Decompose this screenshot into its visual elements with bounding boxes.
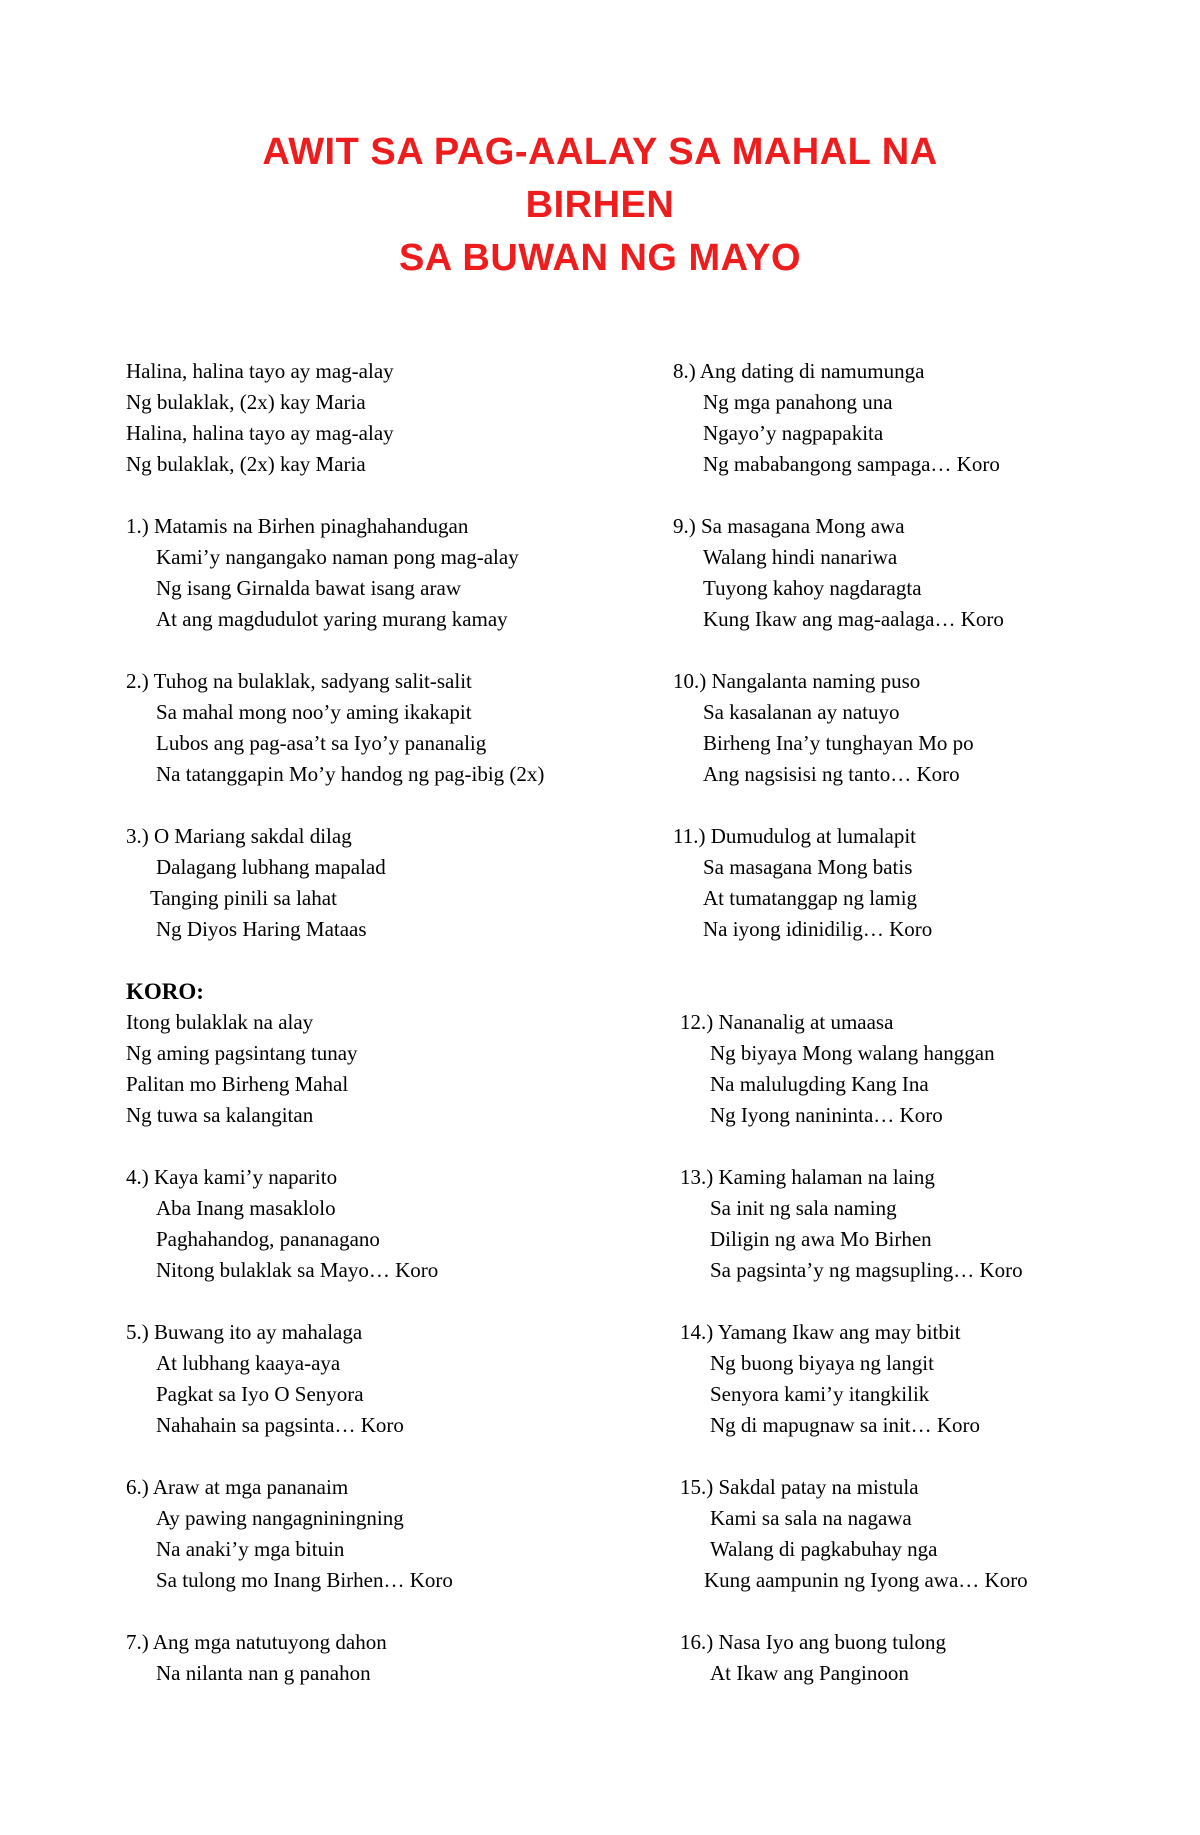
stanza-line: Lubos ang pag-asa’t sa Iyo’y pananalig <box>156 731 487 755</box>
stanza-line: Ng buong biyaya ng langit <box>710 1351 934 1375</box>
stanza-line: Nahahain sa pagsinta… Koro <box>156 1413 404 1437</box>
stanza-line: Ng tuwa sa kalangitan <box>126 1103 314 1127</box>
stanza-line: Ng Diyos Haring Mataas <box>156 917 367 941</box>
stanza-line: Kami’y nangangako naman pong mag-alay <box>156 545 519 569</box>
verse-16 <box>673 1627 1133 1689</box>
stanza-line: Senyora kami’y itangkilik <box>710 1382 930 1406</box>
stanza-line: Na iyong idinidilig… Koro <box>703 917 933 941</box>
stanza-line: Walang hindi nanariwa <box>703 545 898 569</box>
stanza-line: Ng bulaklak, (2x) kay Maria <box>126 452 366 476</box>
stanza-line: Sa masagana Mong batis <box>703 855 913 879</box>
stanza-line: Na nilanta nan g panahon <box>156 1661 371 1685</box>
stanza-line: Ng bulaklak, (2x) kay Maria <box>126 390 366 414</box>
stanza-line: Ng di mapugnaw sa init… Koro <box>710 1413 981 1437</box>
verse-first-line: 16.) Nasa Iyo ang buong tulong <box>680 1630 946 1654</box>
stanza-line: Sa kasalanan ay natuyo <box>703 700 900 724</box>
verse-first-line: 5.) Buwang ito ay mahalaga <box>126 1320 363 1344</box>
stanza-line: Ang nagsisisi ng tanto… Koro <box>703 762 960 786</box>
stanza-line: Aba Inang masaklolo <box>156 1196 336 1220</box>
verse-7 <box>126 1627 646 1689</box>
stanza-line: Kung Ikaw ang mag-aalaga… Koro <box>703 607 1004 631</box>
verse-3 <box>126 821 646 945</box>
verse-first-line: 14.) Yamang Ikaw ang may bitbit <box>680 1320 961 1344</box>
stanza-line: Palitan mo Birheng Mahal <box>126 1072 349 1096</box>
verse-first-line: 7.) Ang mga natutuyong dahon <box>126 1630 387 1654</box>
verse-15 <box>673 1472 1133 1596</box>
stanza-line: Diligin ng awa Mo Birhen <box>710 1227 932 1251</box>
stanza-line: Walang di pagkabuhay nga <box>710 1537 938 1561</box>
verse-first-line: 12.) Nananalig at umaasa <box>680 1010 894 1034</box>
verse-first-line: 3.) O Mariang sakdal dilag <box>126 824 352 848</box>
right-column <box>673 356 1133 1689</box>
verse-9 <box>673 511 1133 635</box>
stanza-line: At ang magdudulot yaring murang kamay <box>156 607 508 631</box>
stanza-line: At lubhang kaaya-aya <box>156 1351 341 1375</box>
stanza-line: Sa pagsinta’y ng magsupling… Koro <box>710 1258 1023 1282</box>
stanza-line: Nitong bulaklak sa Mayo… Koro <box>156 1258 439 1282</box>
stanza-line: Sa init ng sala naming <box>710 1196 897 1220</box>
verse-1 <box>126 511 646 635</box>
stanza-line: Ng mababangong sampaga… Koro <box>703 452 1000 476</box>
stanza-line: Halina, halina tayo ay mag-alay <box>126 421 394 445</box>
verse-first-line: 10.) Nangalanta naming puso <box>673 669 921 693</box>
verse-2 <box>126 666 646 790</box>
verse-first-line: 8.) Ang dating di namumunga <box>673 359 925 383</box>
verse-10 <box>673 666 1133 790</box>
verse-first-line: 2.) Tuhog na bulaklak, sadyang salit-salit <box>126 669 472 693</box>
verse-5 <box>126 1317 646 1441</box>
title-line-1: AWIT SA PAG-AALAY SA MAHAL NA <box>262 131 938 173</box>
stanza-line: Tanging pinili sa lahat <box>150 886 337 910</box>
stanza-line: Paghahandog, pananagano <box>156 1227 380 1251</box>
verse-first-line: 11.) Dumudulog at lumalapit <box>673 824 917 848</box>
stanza-line: Pagkat sa Iyo O Senyora <box>156 1382 364 1406</box>
koro-heading: KORO: <box>126 979 204 1004</box>
stanza-line: Ng Iyong naninintа… Koro <box>710 1103 943 1127</box>
stanza-line: Ay pawing nangagniningning <box>156 1506 404 1530</box>
koro-stanza <box>126 976 646 1131</box>
stanza-line: Itong bulaklak na alay <box>126 1010 314 1034</box>
stanza-line: Ng aming pagsintang tunay <box>126 1041 358 1065</box>
stanza-line: Sa tulong mo Inang Birhen… Koro <box>156 1568 453 1592</box>
verse-first-line: 6.) Araw at mga pananaim <box>126 1475 349 1499</box>
verse-first-line: 15.) Sakdal patay na mistula <box>680 1475 919 1499</box>
stanza-line: Birheng Ina’y tunghayan Mo po <box>703 731 974 755</box>
verse-first-line: 4.) Kaya kami’y naparito <box>126 1165 338 1189</box>
verse-14 <box>673 1317 1133 1441</box>
stanza-line: Na tatanggapin Mo’y handog ng pag-ibig (2x) <box>156 762 545 786</box>
stanza-line: At Ikaw ang Panginoon <box>710 1661 909 1685</box>
stanza-line: Kung aampunin ng Iyong awa… Koro <box>704 1568 1028 1592</box>
stanza-line: Tuyong kahoy nagdaragta <box>703 576 922 600</box>
verse-4 <box>126 1162 646 1286</box>
stanza-line: Na malulugding Kang Ina <box>710 1072 929 1096</box>
stanza-line: At tumatanggap ng lamig <box>703 886 918 910</box>
title-line-3: SA BUWAN NG MAYO <box>398 237 802 279</box>
verse-11 <box>673 821 1133 945</box>
stanza-line: Dalagang lubhang mapalad <box>156 855 386 879</box>
stanza-line: Ng mga panahong una <box>703 390 893 414</box>
verse-13 <box>673 1162 1133 1286</box>
stanza-line: Ngayo’y nagpapakita <box>703 421 884 445</box>
stanza-line: Ng isang Girnalda bawat isang araw <box>156 576 461 600</box>
verse-first-line: 9.) Sa masagana Mong awa <box>673 514 905 538</box>
stanza-line: Halina, halina tayo ay mag-alay <box>126 359 394 383</box>
verse-first-line: 13.) Kaming halaman na laing <box>680 1165 935 1189</box>
intro-stanza <box>126 356 646 480</box>
document-title <box>0 126 1200 285</box>
verse-12 <box>673 1007 1133 1131</box>
verse-6 <box>126 1472 646 1596</box>
verse-8 <box>673 356 1133 480</box>
stanza-line: Kami sa sala na nagawa <box>710 1506 912 1530</box>
stanza-line: Ng biyaya Mong walang hanggan <box>710 1041 995 1065</box>
verse-first-line: 1.) Matamis na Birhen pinaghahandugan <box>126 514 469 538</box>
title-line-2: BIRHEN <box>525 184 675 226</box>
left-column <box>126 356 646 1689</box>
stanza-line: Na anaki’y mga bituin <box>156 1537 345 1561</box>
stanza-line: Sa mahal mong noo’y aming ikakapit <box>156 700 472 724</box>
